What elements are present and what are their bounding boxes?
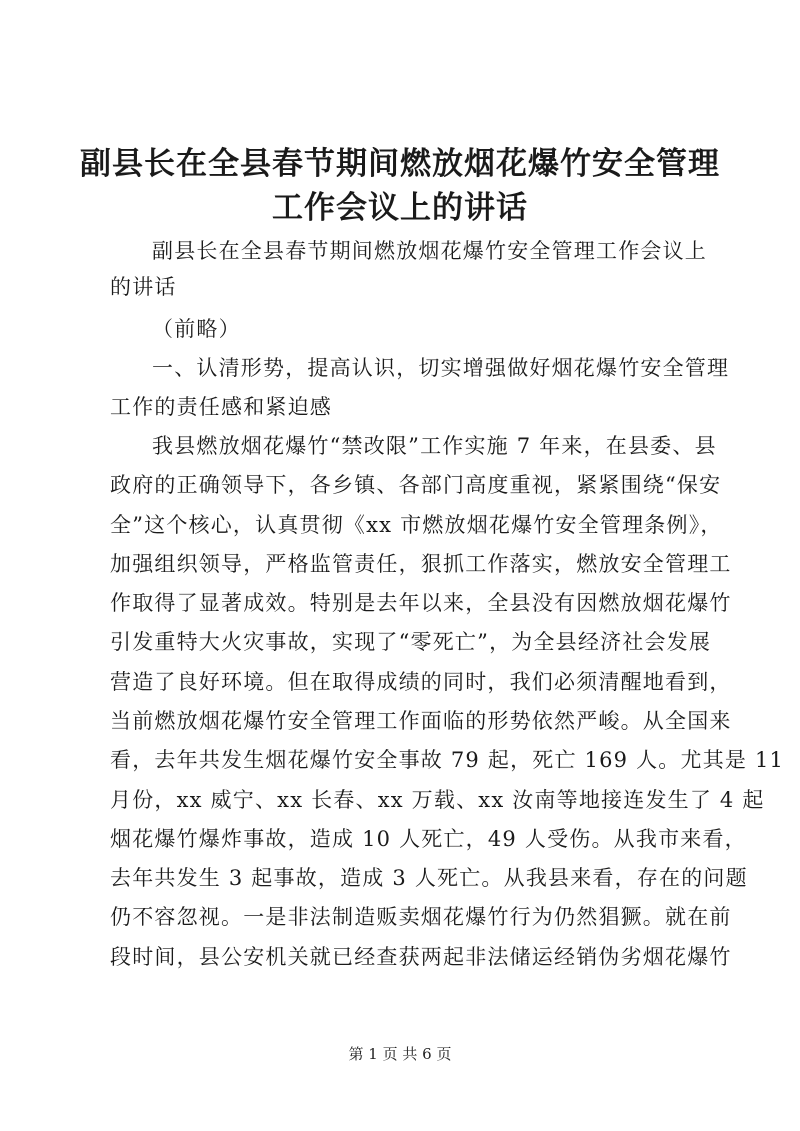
body-line: 全”这个核心，认真贯彻《xx 市燃放烟花爆竹安全管理条例》， — [110, 513, 723, 537]
body-line: 烟花爆竹爆炸事故，造成 10 人死亡，49 人受伤。从我市来看， — [110, 827, 747, 851]
document-title-line-2: 工作会议上的讲话 — [272, 190, 528, 226]
body-line: 当前燃放烟花爆竹安全管理工作面临的形势依然严峻。从全国来 — [110, 709, 732, 733]
body-line: 工作的责任感和紧迫感 — [110, 395, 332, 419]
body-line: （前略） — [152, 317, 241, 341]
body-line: 加强组织领导，严格监管责任，狠抓工作落实，燃放安全管理工 — [110, 552, 732, 576]
body-line: 一、认清形势，提高认识，切实增强做好烟花爆竹安全管理 — [152, 356, 730, 380]
body-line: 我县燃放烟花爆竹“禁改限”工作实施 7 年来，在县委、县 — [152, 434, 717, 458]
page-footer: 第 1 页 共 6 页 — [348, 1045, 452, 1063]
body-line: 去年共发生 3 起事故，造成 3 人死亡。从我县来看，存在的问题 — [110, 866, 748, 890]
body-line: 仍不容忽视。一是非法制造贩卖烟花爆竹行为仍然猖獗。就在前 — [110, 905, 732, 929]
body-line: 段时间，县公安机关就已经查获两起非法储运经销伪劣烟花爆竹 — [110, 945, 732, 969]
body-line: 营造了良好环境。但在取得成绩的同时，我们必须清醒地看到， — [110, 670, 732, 694]
body-line: 的讲话 — [110, 275, 177, 299]
body-line: 看，去年共发生烟花爆竹安全事故 79 起，死亡 169 人。尤其是 11 — [110, 748, 785, 772]
body-line: 引发重特大火灾事故，实现了“零死亡”，为全县经济社会发展 — [110, 630, 712, 654]
body-line: 政府的正确领导下，各乡镇、各部门高度重视，紧紧围绕“保安 — [110, 473, 722, 497]
document-title-line-1: 副县长在全县春节期间燃放烟花爆竹安全管理 — [80, 146, 720, 182]
body-line: 作取得了显著成效。特别是去年以来，全县没有因燃放烟花爆竹 — [110, 591, 732, 615]
body-line: 月份，xx 威宁、xx 长春、xx 万载、xx 汝南等地接连发生了 4 起 — [110, 788, 765, 812]
body-line: 副县长在全县春节期间燃放烟花爆竹安全管理工作会议上 — [152, 239, 707, 263]
